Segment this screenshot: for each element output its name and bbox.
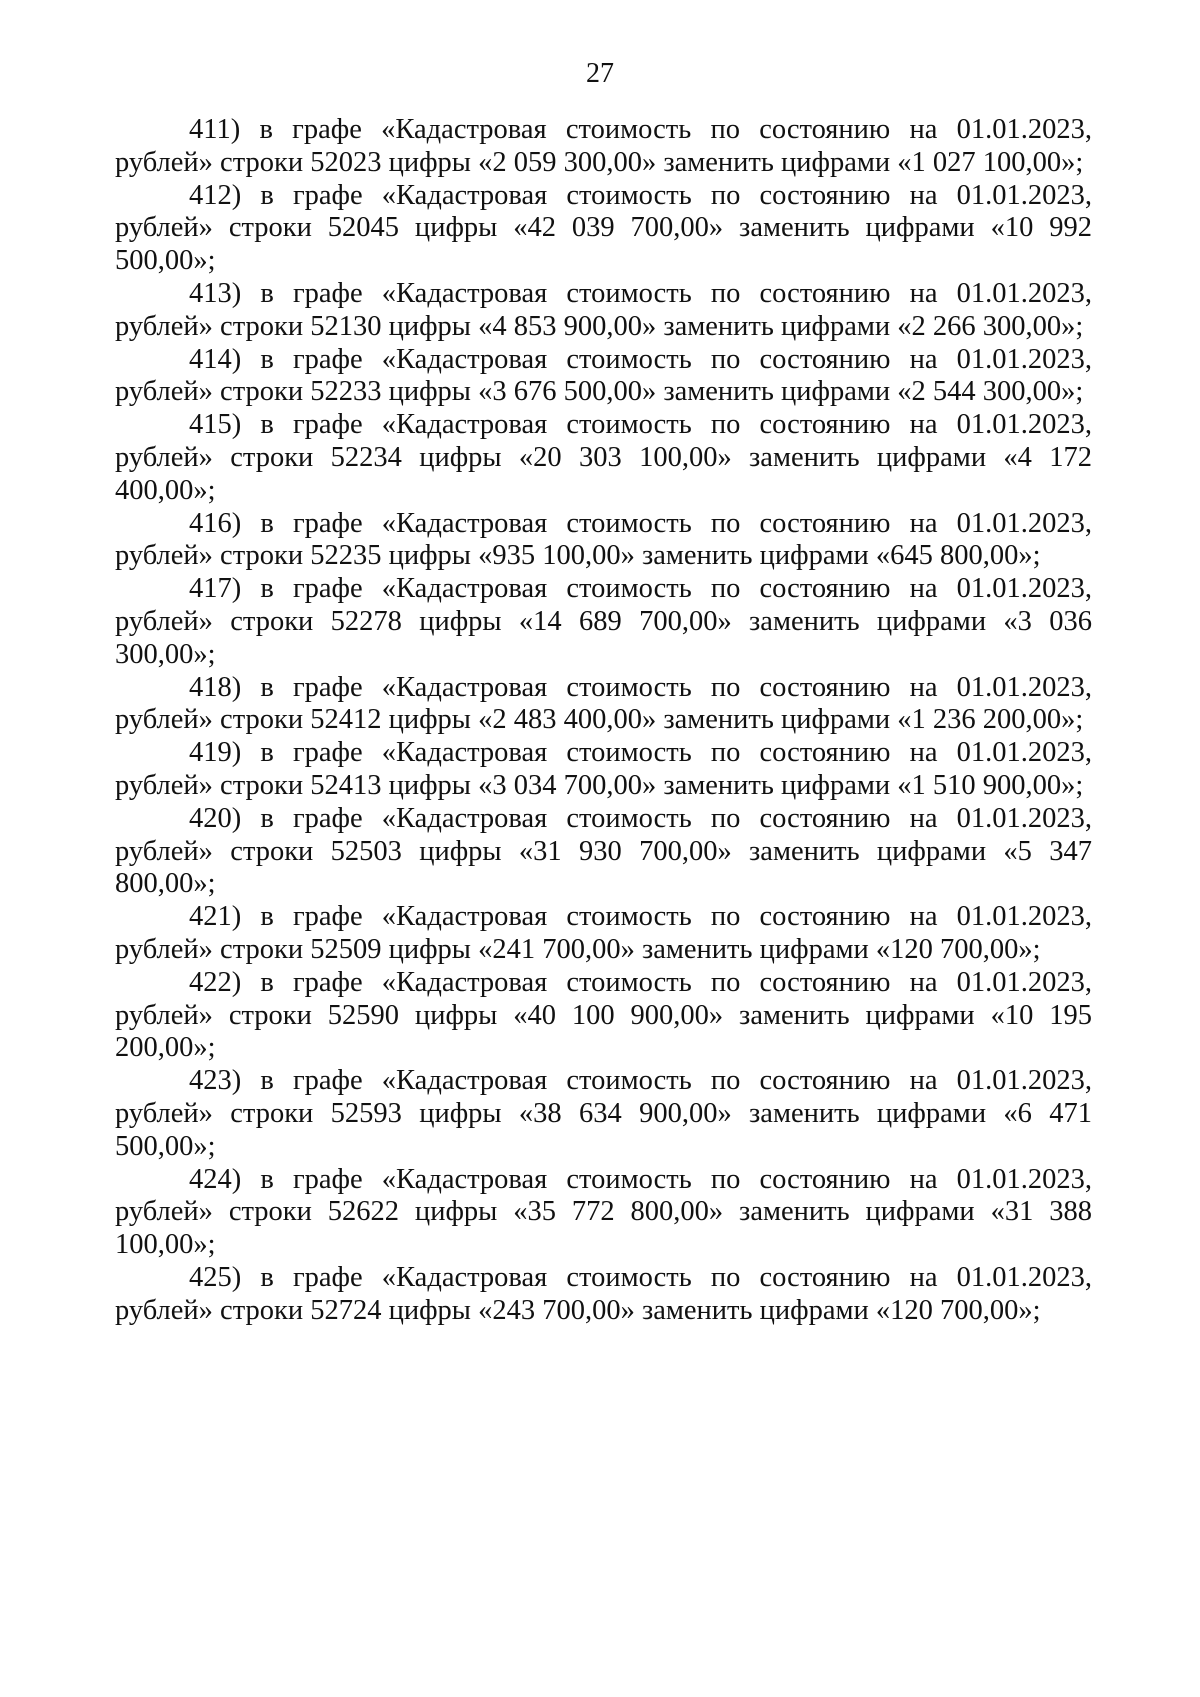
- amendment-item: 418) в графе «Кадастровая стоимость по состоянию на 01.01.2023, рублей» строки 52412 цифры «2 483 400,00» заменить цифрами «1 236 200,00»;: [115, 671, 1092, 736]
- amendment-item: 424) в графе «Кадастровая стоимость по состоянию на 01.01.2023, рублей» строки 52622 цифры «35 772 800,00» заменить цифрами «31 388 100,00»;: [115, 1163, 1092, 1261]
- amendment-item: 421) в графе «Кадастровая стоимость по состоянию на 01.01.2023, рублей» строки 52509 цифры «241 700,00» заменить цифрами «120 700,00»;: [115, 901, 1092, 965]
- amendment-item: 423) в графе «Кадастровая стоимость по состоянию на 01.01.2023, рублей» строки 52593 цифры «38 634 900,00» заменить цифрами «6 471 500,00»;: [115, 1065, 1092, 1162]
- amendment-item: 412) в графе «Кадастровая стоимость по состоянию на 01.01.2023, рублей» строки 52045 цифры «42 039 700,00» заменить цифрами «10 992 500,00»;: [115, 179, 1092, 277]
- page-number: 27: [586, 58, 614, 89]
- amendment-item: 414) в графе «Кадастровая стоимость по состоянию на 01.01.2023, рублей» строки 52233 цифры «3 676 500,00» заменить цифрами «2 544 300,00»;: [115, 343, 1092, 408]
- amendment-item: 413) в графе «Кадастровая стоимость по состоянию на 01.01.2023, рублей» строки 52130 цифры «4 853 900,00» заменить цифрами «2 266 300,00»;: [115, 277, 1092, 342]
- amendment-item: 425) в графе «Кадастровая стоимость по состоянию на 01.01.2023, рублей» строки 52724 цифры «243 700,00» заменить цифрами «120 700,00»;: [115, 1261, 1092, 1326]
- amendment-item: 417) в графе «Кадастровая стоимость по состоянию на 01.01.2023, рублей» строки 52278 цифры «14 689 700,00» заменить цифрами «3 036 300,00»;: [115, 573, 1092, 670]
- amendment-item: 419) в графе «Кадастровая стоимость по состоянию на 01.01.2023, рублей» строки 52413 цифры «3 034 700,00» заменить цифрами «1 510 900,00»;: [115, 737, 1092, 801]
- amendment-item: 416) в графе «Кадастровая стоимость по состоянию на 01.01.2023, рублей» строки 52235 цифры «935 100,00» заменить цифрами «645 800,00»;: [115, 507, 1092, 572]
- amendment-item: 415) в графе «Кадастровая стоимость по состоянию на 01.01.2023, рублей» строки 52234 цифры «20 303 100,00» заменить цифрами «4 172 400,00»;: [115, 409, 1092, 506]
- document-body: [115, 114, 1092, 1327]
- amendment-item: 411) в графе «Кадастровая стоимость по состоянию на 01.01.2023, рублей» строки 52023 цифры «2 059 300,00» заменить цифрами «1 027 100,00»;: [115, 114, 1092, 178]
- amendment-item: 422) в графе «Кадастровая стоимость по состоянию на 01.01.2023, рублей» строки 52590 цифры «40 100 900,00» заменить цифрами «10 195 200,00»;: [115, 966, 1092, 1064]
- amendment-item: 420) в графе «Кадастровая стоимость по состоянию на 01.01.2023, рублей» строки 52503 цифры «31 930 700,00» заменить цифрами «5 347 800,00»;: [115, 802, 1092, 900]
